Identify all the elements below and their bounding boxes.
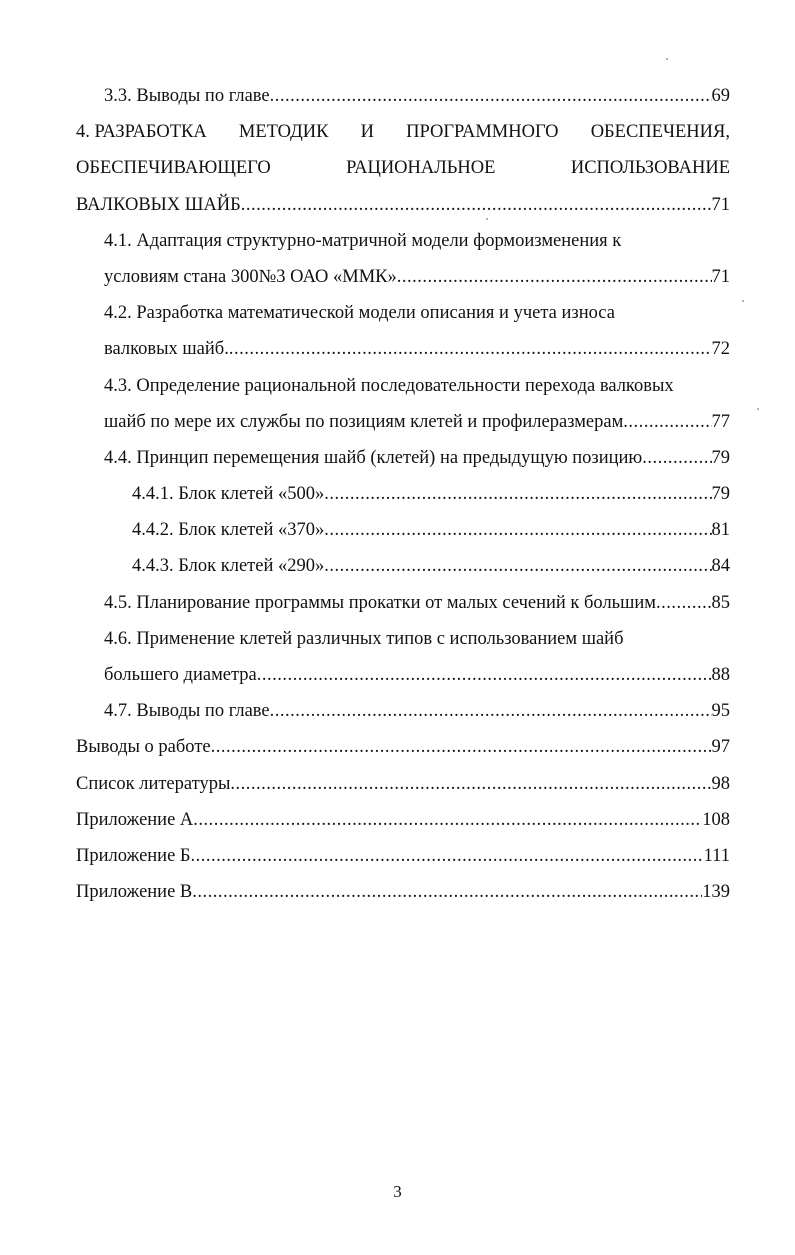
scan-speck: [666, 58, 668, 60]
toc-entry-4-4: [104, 440, 730, 476]
page-number: 3: [393, 1182, 402, 1201]
toc-page-number: 72: [711, 339, 730, 360]
toc-entry-label: Приложение А: [76, 809, 194, 830]
toc-word: И: [360, 122, 374, 143]
dot-leader: [193, 802, 702, 838]
toc-page-number: 95: [711, 701, 730, 722]
toc-entry-4-1-line-2: [104, 259, 730, 295]
toc-page-number: 84: [711, 556, 730, 577]
toc-entry-label: ВАЛКОВЫХ ШАЙБ: [76, 194, 241, 215]
toc-entry-4-3-line-1: 4.3. Определение рациональной последовательности перехода валковых: [104, 375, 674, 396]
toc-entry-label: 4.4.1. Блок клетей «500»: [132, 484, 325, 505]
toc-page-number: 98: [711, 773, 730, 794]
dot-leader: [397, 259, 712, 295]
toc-entry-appendix-b: [76, 838, 730, 874]
toc-page-number: 111: [703, 845, 730, 866]
toc-page-number: 108: [702, 809, 730, 830]
toc-word: РАЦИОНАЛЬНОЕ: [346, 158, 496, 179]
scan-speck: [742, 300, 744, 302]
dot-leader: [241, 187, 712, 223]
toc-entry-label: Приложение В: [76, 882, 193, 903]
toc-page-number: 81: [711, 520, 730, 541]
toc-page-number: 139: [702, 882, 730, 903]
dot-leader: [257, 657, 712, 693]
toc-word: МЕТОДИК: [238, 122, 329, 143]
toc-entry-label: Выводы о работе: [76, 737, 211, 758]
toc-entry-references: [76, 766, 730, 802]
dot-leader: [191, 838, 704, 874]
toc-entry-label: 4.4.3. Блок клетей «290»: [132, 556, 325, 577]
table-of-contents: [76, 78, 730, 910]
toc-entry-4-6-line-2: [104, 657, 730, 693]
toc-entry-4-4-1: [132, 476, 730, 512]
toc-entry-4-7: [104, 693, 730, 729]
dot-leader: [229, 331, 712, 367]
toc-entry-4-6-line-1: 4.6. Применение клетей различных типов с использованием шайб: [104, 628, 624, 649]
toc-page-number: 97: [711, 737, 730, 758]
toc-entry-label: 4.4. Принцип перемещения шайб (клетей) на предыдущую позицию: [104, 447, 643, 468]
dot-leader: [211, 729, 712, 765]
toc-entry-conclusions: [76, 729, 730, 765]
toc-entry-label: Приложение Б: [76, 845, 191, 866]
scan-speck: [486, 218, 488, 220]
toc-page-number: 88: [711, 665, 730, 685]
toc-word: ПРОГРАММНОГО: [406, 122, 559, 143]
toc-entry-4-2-line-2: [104, 331, 730, 367]
toc-entry-4-3-line-2: [104, 404, 730, 440]
toc-page-number: 71: [711, 266, 730, 287]
dot-leader: [270, 693, 712, 729]
toc-word: ОБЕСПЕЧИВАЮЩЕГО: [76, 158, 271, 179]
dot-leader: [324, 476, 711, 512]
scan-speck: [757, 408, 759, 410]
toc-entry-4-4-2: [132, 512, 730, 548]
toc-page-number: 77: [711, 411, 730, 432]
dot-leader: [656, 585, 712, 621]
toc-entry-4-2-line-1: 4.2. Разработка математической модели описания и учета износа: [104, 303, 615, 324]
toc-entry-label: 4.4.2. Блок клетей «370»: [132, 520, 325, 541]
toc-chapter-4-line-1: [76, 114, 730, 150]
dot-leader: [324, 548, 711, 584]
toc-page-number: 79: [711, 484, 730, 505]
toc-entry-3-3: [104, 78, 730, 114]
toc-entry-4-4-3: [132, 548, 730, 584]
toc-entry-label: большего диаметра: [104, 665, 257, 685]
toc-entry-label: условиям стана 300№3 ОАО «ММК»: [104, 266, 397, 287]
dot-leader: [230, 766, 711, 802]
dot-leader: [192, 874, 702, 910]
toc-word: ИСПОЛЬЗОВАНИЕ: [570, 158, 730, 179]
toc-chapter-4-line-3: [76, 187, 730, 223]
toc-word: ОБЕСПЕЧЕНИЯ,: [590, 122, 730, 143]
toc-page-number: 71: [711, 194, 730, 215]
toc-entry-label: 3.3. Выводы по главе: [104, 86, 270, 106]
dot-leader: [623, 404, 711, 440]
toc-entry-label: валковых шайб.: [104, 339, 229, 360]
toc-page-number: 79: [711, 447, 730, 468]
toc-page-number: 69: [711, 86, 730, 106]
toc-word: 4. РАЗРАБОТКА: [76, 122, 207, 143]
toc-chapter-4-line-2: [76, 150, 730, 186]
toc-entry-label: 4.5. Планирование программы прокатки от малых сечений к большим: [104, 592, 656, 613]
toc-entry-label: 4.7. Выводы по главе: [104, 701, 270, 722]
dot-leader: [324, 512, 711, 548]
toc-entry-appendix-v: [76, 874, 730, 910]
toc-entry-appendix-a: [76, 802, 730, 838]
toc-entry-4-5: [104, 585, 730, 621]
dot-leader: [270, 78, 712, 114]
toc-entry-label: шайб по мере их службы по позициям клетей и профилеразмерам: [104, 411, 624, 432]
toc-entry-4-1-line-1: 4.1. Адаптация структурно-матричной модели формоизменения к: [104, 230, 622, 251]
toc-page-number: 85: [711, 592, 730, 613]
dot-leader: [642, 440, 711, 476]
toc-entry-label: Список литературы: [76, 773, 231, 794]
